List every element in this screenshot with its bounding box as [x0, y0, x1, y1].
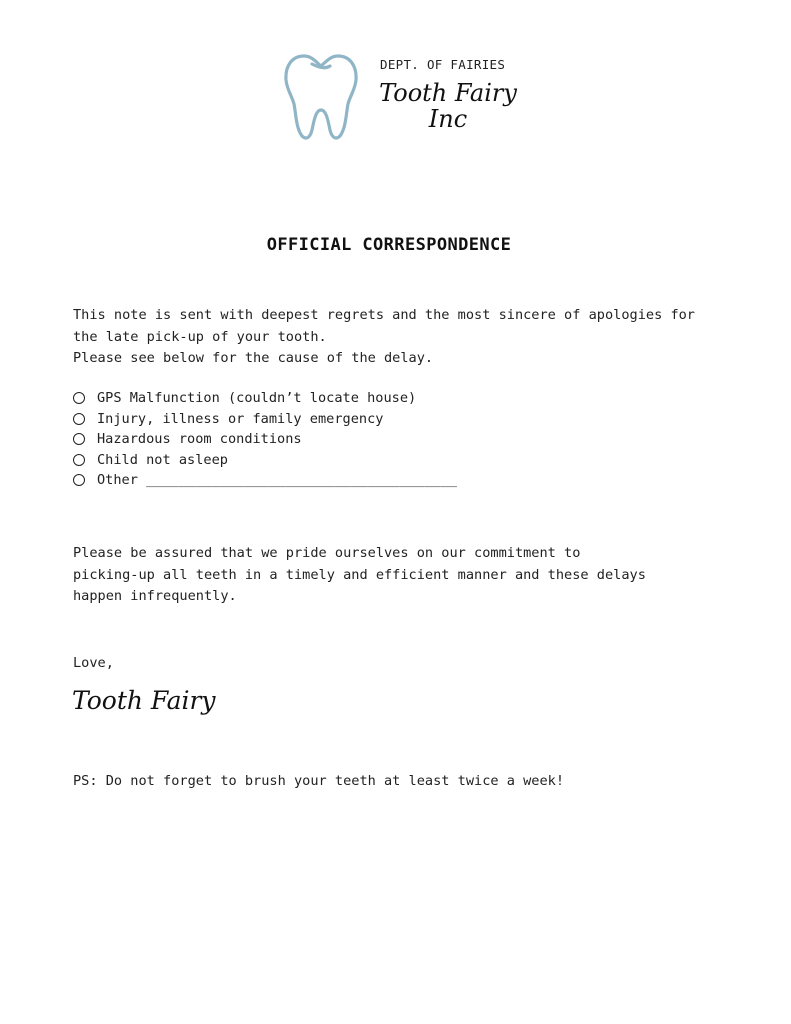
- intro-line: This note is sent with deepest regrets and the most sincere of apologies for: [73, 307, 695, 323]
- radio-button[interactable]: [73, 454, 85, 466]
- assurance-line: picking-up all teeth in a timely and efficient manner and these delays: [73, 566, 646, 583]
- radio-button[interactable]: [73, 433, 85, 445]
- brand-name: [378, 80, 518, 132]
- tooth-icon: [282, 52, 360, 140]
- page-title: OFFICIAL CORRESPONDENCE: [266, 235, 512, 255]
- closing-salutation: Love,: [73, 655, 114, 671]
- assurance-paragraph: [73, 543, 646, 608]
- reason-option-injury[interactable]: [73, 409, 457, 430]
- reason-option-other[interactable]: [73, 470, 457, 491]
- intro-line: Please see below for the cause of the delay.: [73, 350, 434, 366]
- radio-button[interactable]: [73, 392, 85, 404]
- delay-reasons-list: [73, 388, 457, 491]
- signature: Tooth Fairy: [72, 686, 216, 715]
- reason-label: Child not asleep: [97, 451, 228, 468]
- reason-label: GPS Malfunction (couldn’t locate house): [97, 390, 417, 407]
- radio-button[interactable]: [73, 474, 85, 486]
- postscript: PS: Do not forget to brush your teeth at least twice a week!: [73, 773, 565, 789]
- intro-paragraph: [73, 305, 695, 370]
- brand-line-2: Inc: [428, 105, 468, 133]
- reason-label: Other ______________________________________: [97, 472, 458, 489]
- department-label: DEPT. OF FAIRIES: [380, 57, 506, 72]
- brand-line-1: Tooth Fairy: [379, 79, 517, 107]
- reason-option-hazardous[interactable]: [73, 429, 457, 450]
- radio-button[interactable]: [73, 413, 85, 425]
- intro-line: the late pick-up of your tooth.: [73, 328, 327, 345]
- assurance-line: happen infrequently.: [73, 588, 237, 604]
- reason-label: Hazardous room conditions: [97, 431, 302, 448]
- assurance-line: Please be assured that we pride ourselves on our commitment to: [73, 545, 581, 561]
- reason-label: Injury, illness or family emergency: [97, 410, 384, 427]
- reason-option-child-awake[interactable]: [73, 450, 457, 471]
- reason-option-gps[interactable]: [73, 388, 457, 409]
